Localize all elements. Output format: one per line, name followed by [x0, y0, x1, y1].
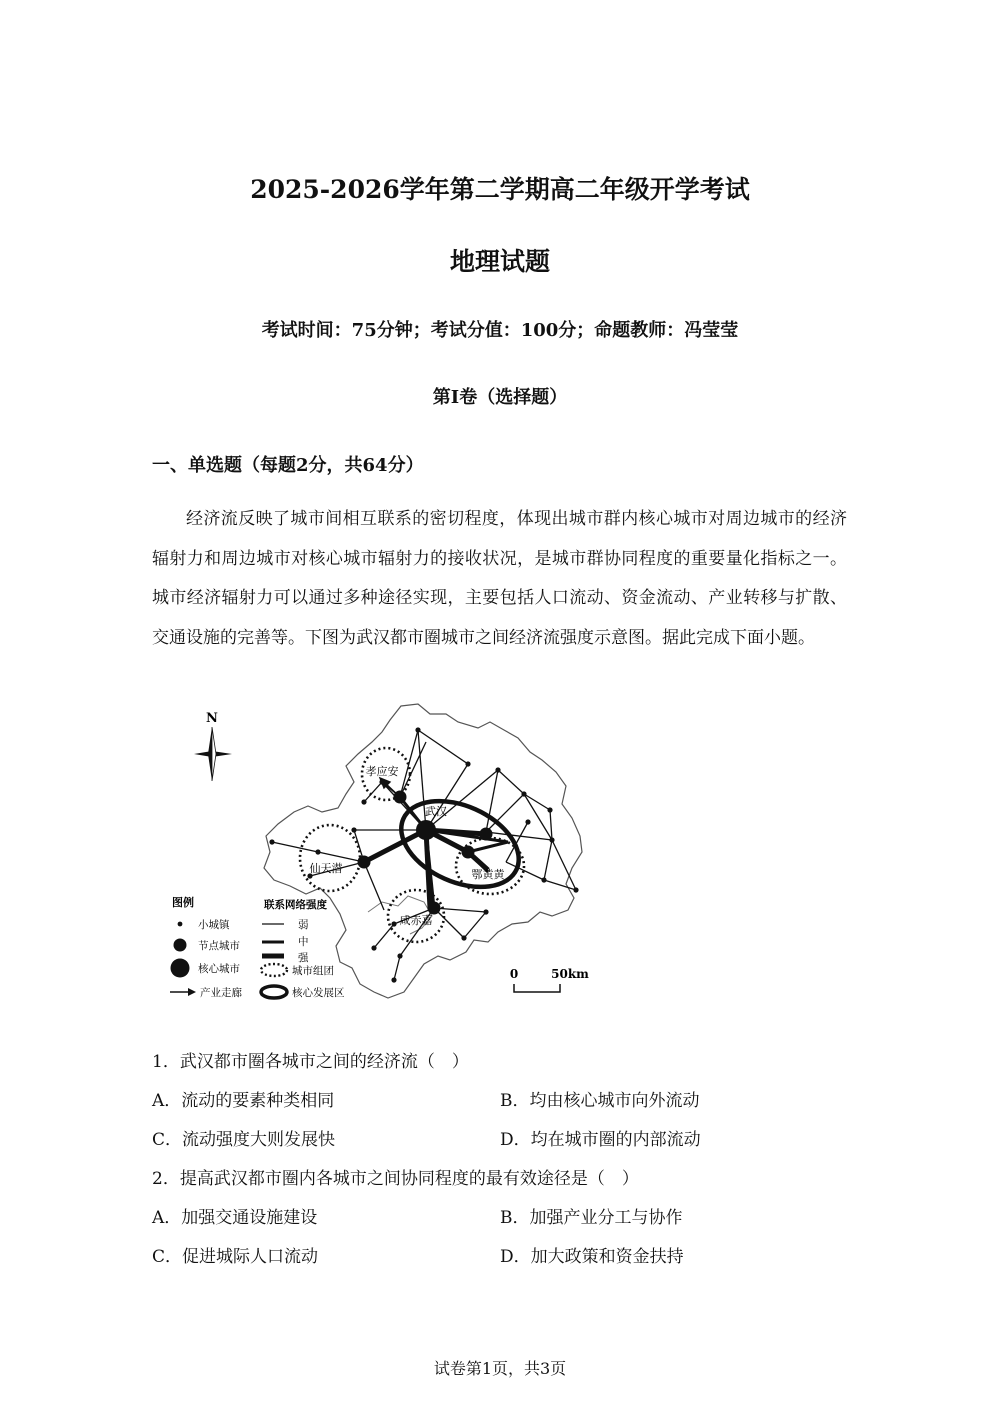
question-2-option-b[interactable]: B．加强产业分工与协作 — [500, 1208, 683, 1228]
label-ehuanghuang: 鄂黄黄 — [471, 868, 505, 881]
scale-distance: 50km — [551, 967, 589, 981]
question-1-option-d[interactable]: D．均在城市圈的内部流动 — [500, 1130, 701, 1150]
legend-network-title: 联系网络强度 — [264, 899, 327, 911]
section-heading: 一、单选题（每题2分，共64分） — [152, 455, 424, 476]
legend-node-city: 节点城市 — [198, 940, 240, 952]
core-city-wuhan — [416, 820, 436, 840]
legend-title: 图例 — [172, 896, 194, 909]
legend-core-city: 核心城市 — [198, 963, 240, 975]
question-2-option-a[interactable]: A．加强交通设施建设 — [152, 1208, 318, 1228]
legend-city-cluster: 城市组团 — [292, 965, 334, 977]
exam-title: 2025-2026学年第二学期高二年级开学考试 — [250, 175, 750, 204]
label-xiantianqian: 仙天潜 — [309, 862, 343, 875]
passage-text: 经济流反映了城市间相互联系的密切程度，体现出城市群内核心城市对周边城市的经济辐射力和周边城市对核心城市辐射力的接收状况，是城市群协同程度的重要量化指标之一。城市经济辐射力可以通过多种途径实现，主要包括人口流动、资金流动、产业转移与扩散、交通设施的完善等。下图为武汉都市圈城市之间经济流强度示意图。据此完成下面小题。 — [152, 509, 847, 648]
exam-info: 考试时间：75分钟；考试分值：100分；命题教师：冯莹莹 — [261, 320, 739, 341]
legend-arrow-icon — [170, 988, 196, 996]
exam-subject: 地理试题 — [449, 247, 550, 276]
map-legend — [170, 895, 345, 999]
legend-strong: 强 — [298, 952, 309, 964]
question-1-stem: 1．武汉都市圈各城市之间的经济流（ ） — [152, 1052, 469, 1072]
scale-bar — [510, 967, 589, 992]
page-footer: 试卷第1页，共3页 — [433, 1359, 567, 1378]
question-2-option-c[interactable]: C．促进城际人口流动 — [152, 1247, 319, 1267]
legend-weak: 弱 — [298, 919, 309, 931]
compass-icon — [194, 727, 232, 781]
legend-small-town: 小城镇 — [198, 919, 230, 931]
north-label: N — [206, 711, 218, 726]
label-wuhan: 武汉 — [425, 805, 447, 818]
question-1-option-b[interactable]: B．均由核心城市向外流动 — [500, 1091, 700, 1111]
volume-heading: 第I卷（选择题） — [432, 387, 568, 408]
label-xiaoyingan: 孝应安 — [365, 765, 399, 778]
question-1-option-c[interactable]: C．流动强度大则发展快 — [152, 1130, 336, 1150]
wuhan-metro-map — [168, 702, 598, 1002]
question-2-stem: 2．提高武汉都市圈内各城市之间协同程度的最有效途径是（ ） — [152, 1169, 639, 1189]
scale-zero: 0 — [509, 967, 519, 981]
legend-industry-corridor: 产业走廊 — [200, 987, 242, 999]
legend-core-zone: 核心发展区 — [292, 987, 345, 999]
label-xianchijia: 咸赤嘉 — [399, 914, 433, 927]
question-2-option-d[interactable]: D．加大政策和资金扶持 — [500, 1247, 684, 1267]
question-1-option-a[interactable]: A．流动的要素种类相同 — [152, 1091, 335, 1111]
legend-medium: 中 — [298, 936, 309, 948]
